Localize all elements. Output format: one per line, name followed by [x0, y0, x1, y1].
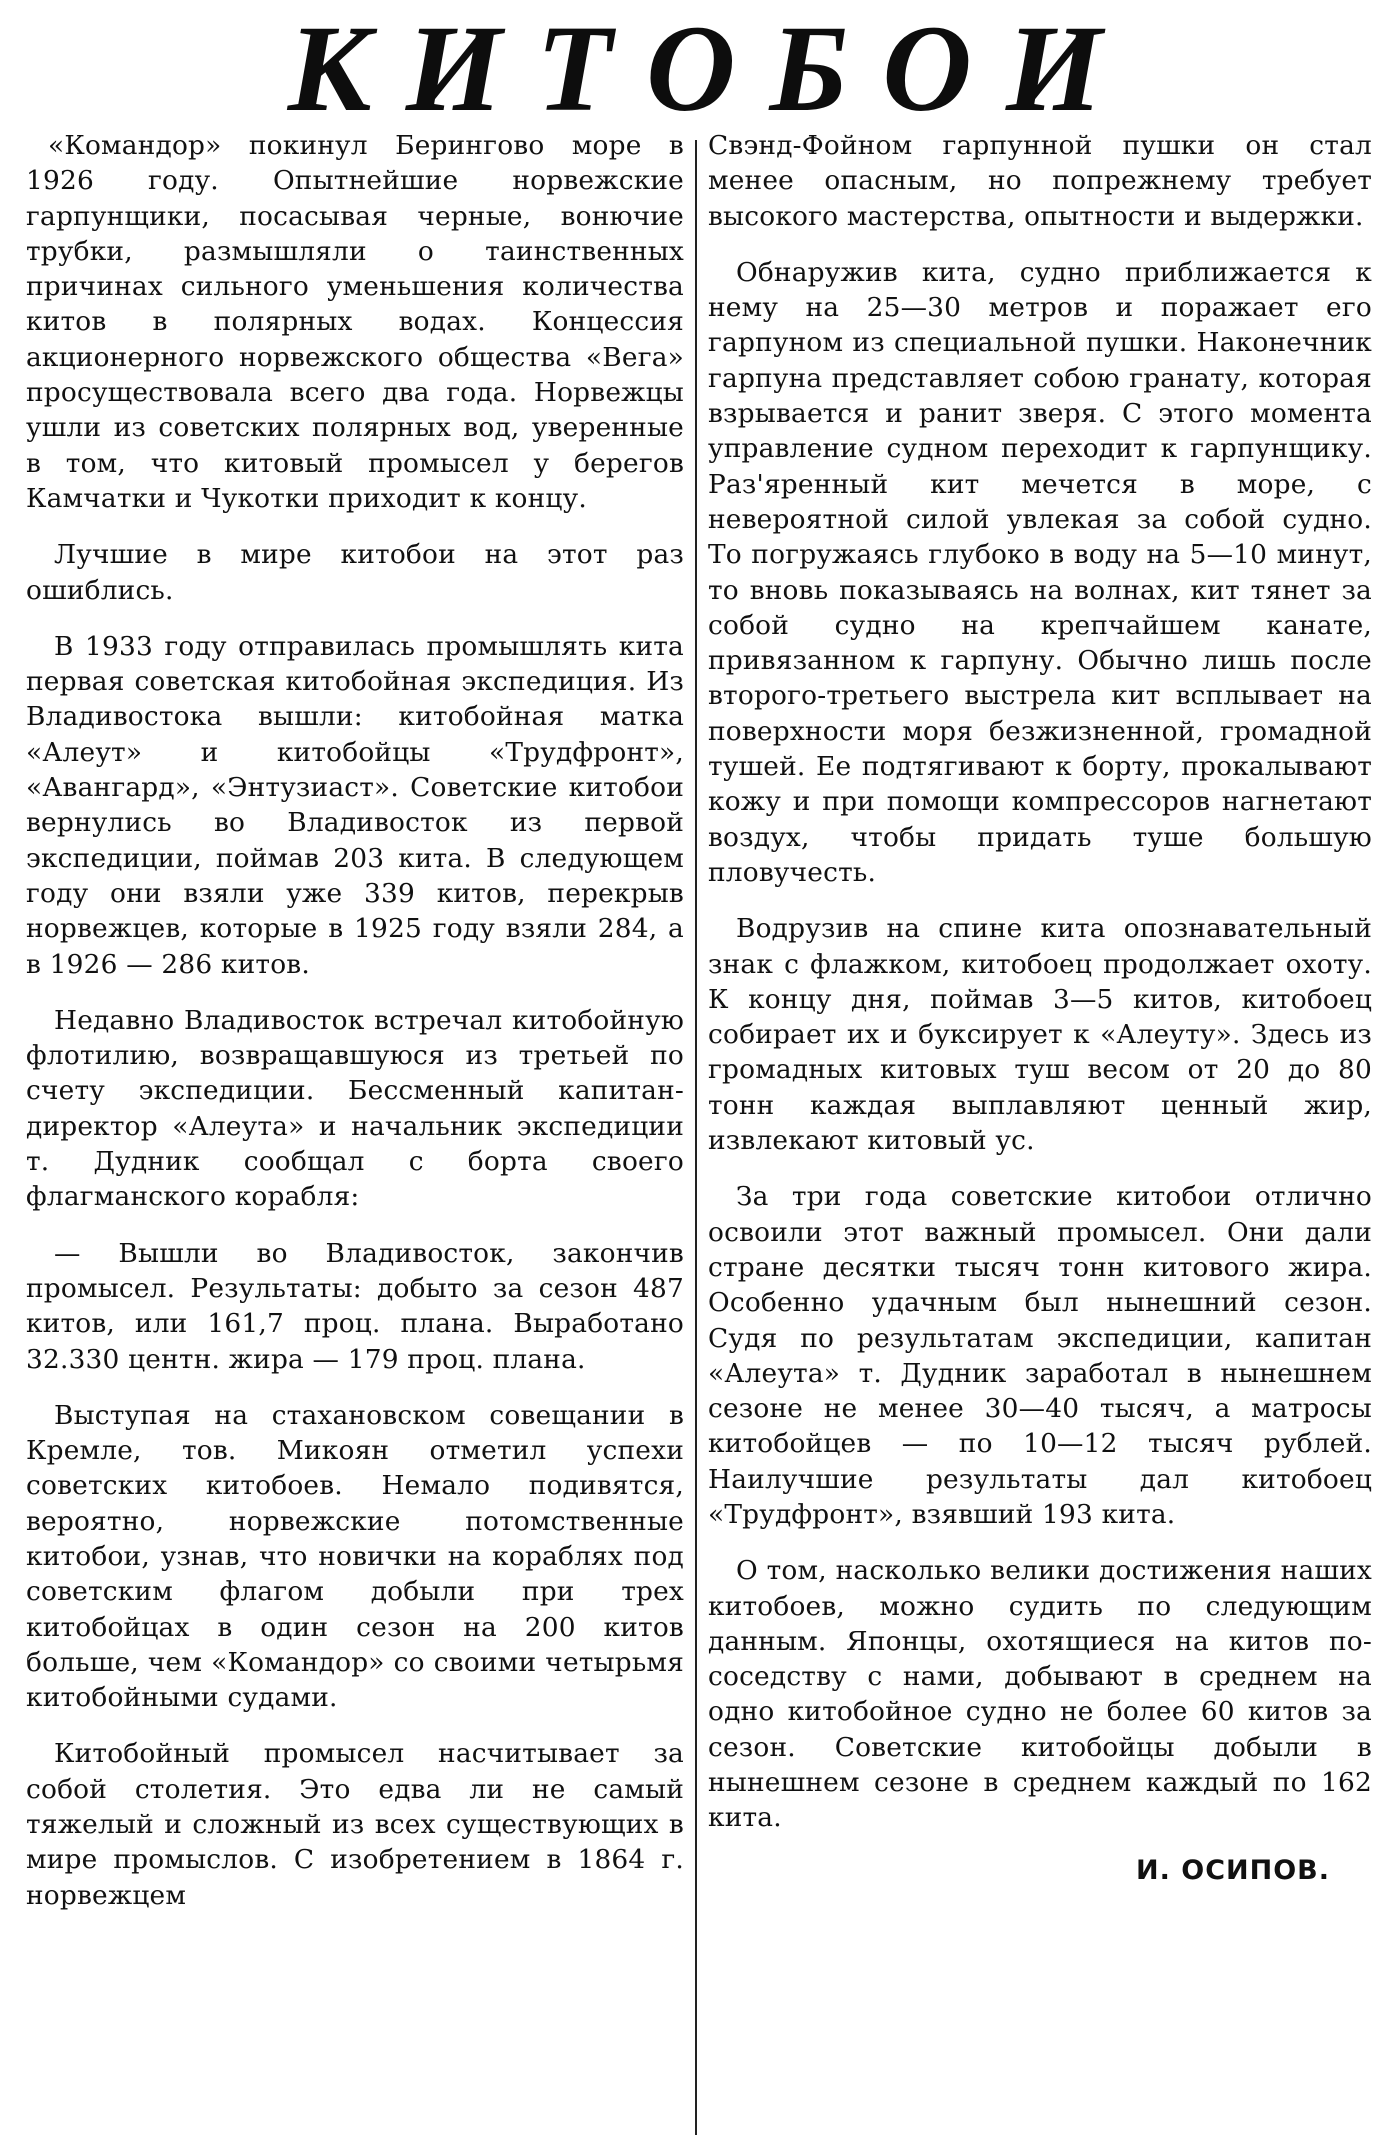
- author-signature: И. ОСИПОВ.: [1135, 1854, 1330, 1886]
- paragraph-flotilla-return: Недавно Владивосток встречал китобойную флотилию, возвращавшуюся из третьей по счету экспедиции. Бессменный капитан-директор «Алеута» и начальник экспедиции т. Дудник сообщал с борта своего флагманского корабля:: [26, 1004, 684, 1213]
- paragraph-history-start: Китобойный промысел насчитывает за собой столетия. Это едва ли не самый тяжелый и сложный из всех существующих в мире промыслов. С изобретением в 1864 г. норвежцем: [26, 1738, 684, 1911]
- article-headline: КИТОБОИ: [287, 0, 1137, 137]
- paragraph-comparison: О том, насколько велики достижения наших китобоев, можно судить по следующим данным. Японцы, охотящиеся на китов по-соседству с нами, добывают в среднем на одно китобойное судно не более 60 китов за сезон. Советские китобойцы добыли в нынешнем сезоне в среднем каждый по 162 кита.: [708, 1555, 1372, 1834]
- paragraph-history-continued: Свэнд-Фойном гарпунной пушки он стал менее опасным, но попрежнему требует высокого мастерства, опытности и выдержки.: [708, 130, 1372, 232]
- paragraph-three-years: За три года советские китобои отлично освоили этот важный промысел. Они дали стране десятки тысяч тонн китового жира. Особенно удачным был нынешний сезон. Судя по результатам экспедиции, капитан «Алеута» т. Дудник заработал в нынешнем сезоне не менее 30—40 тысяч, а матросы китобойцев — по 10—12 тысяч рублей. Наилучшие результаты дал китобоец «Трудфронт», взявший 193 кита.: [708, 1181, 1372, 1530]
- paragraph-komandor-left: «Командор» покинул Берингово море в 1926 году. Опытнейшие норвежские гарпунщики, посасывая черные, вонючие трубки, размышляли о таинственных причинах сильного уменьшения количества китов в полярных водах. Концессия акционерного норвежского общества «Вега» просуществовала всего два года. Норвежцы ушли из советских полярных вод, уверенные в том, что китовый промысел у берегов Камчатки и Чукотки приходит к концу.: [26, 130, 684, 514]
- paragraph-mikoyan: Выступая на стахановском совещании в Кремле, тов. Микоян отметил успехи советских китобоев. Немало подивятся, вероятно, норвежские потомственные китобои, узнав, что новички на кораблях под советским флагом добыли при трех китобойцах в один сезон на 200 китов больше, чем «Командор» со своими четырьмя китобойными судами.: [26, 1399, 684, 1714]
- paragraph-processing: Водрузив на спине кита опознавательный знак с флажком, китобоец продолжает охоту. К концу дня, поймав 3—5 китов, китобоец собирает их и буксирует к «Алеуту». Здесь из громадных китовых туш весом от 20 до 80 тонн каждая выплавляют ценный жир, извлекают китовый ус.: [708, 913, 1372, 1157]
- paragraph-hunt-process: Обнаружив кита, судно приближается к нему на 25—30 метров и поражает его гарпуном из специальной пушки. Наконечник гарпуна представляет собою гранату, которая взрывается и ранит зверя. С этого момента управление судном переходит к гарпунщику. Раз'яренный кит мечется в море, с невероятной силой увлекая за собой судно. То погружаясь глубоко в воду на 5—10 минут, то вновь показываясь на волнах, кит тянет за собой судно на крепчайшем канате, привязанном к гарпуну. Обычно лишь после второго-третьего выстрела кит всплывает на поверхности моря безжизненной, громадной тушей. Ее подтягивают к борту, прокалывают кожу и при помощи компрессоров нагнетают воздух, чтобы придать туше большую пловучесть.: [708, 256, 1372, 888]
- paragraph-mistake: Лучшие в мире китобои на этот раз ошиблись.: [26, 539, 684, 606]
- column-divider: [695, 140, 697, 2135]
- left-column: [26, 128, 684, 2138]
- paragraph-season-results: — Вышли во Владивосток, закончив промысел. Результаты: добыто за сезон 487 китов, или 161,7 проц. плана. Выработано 32.330 центн. жира — 179 проц. плана.: [26, 1237, 684, 1375]
- paragraph-first-expedition: В 1933 году отправилась промышлять кита первая советская китобойная экспедиция. Из Владивостока вышли: китобойная матка «Алеут» и китобойцы «Трудфронт», «Авангард», «Энтузиаст». Советские китобои вернулись во Владивосток из первой экспедиции, поймав 203 кита. В следующем году они взяли уже 339 китов, перекрыв норвежцев, которые в 1925 году взяли 284, а в 1926 — 286 китов.: [26, 630, 684, 980]
- right-column: [708, 128, 1372, 2138]
